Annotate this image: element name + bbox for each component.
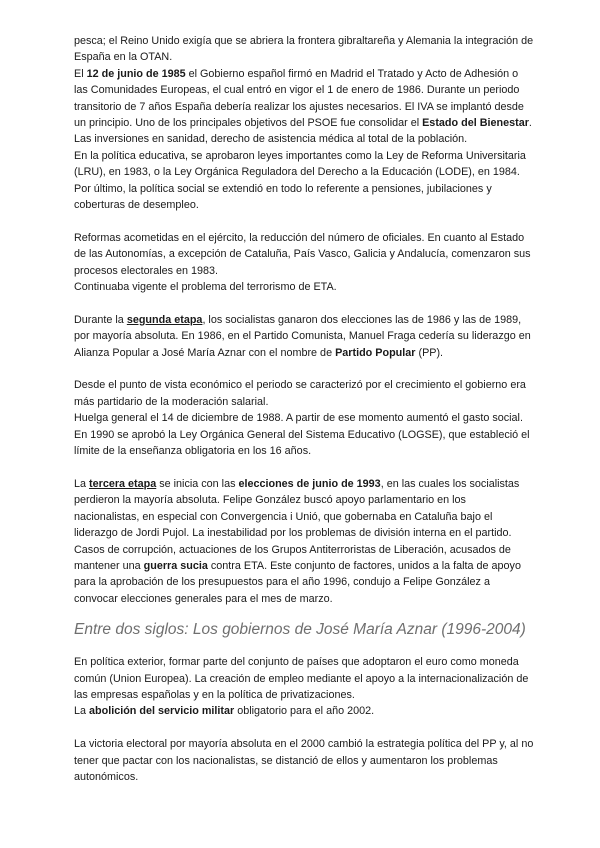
paragraph-servicio-militar — [74, 703, 534, 719]
bold-term: guerra sucia — [143, 559, 208, 572]
paragraph-reformas — [74, 230, 534, 279]
paragraph-adhesion — [74, 66, 534, 132]
text: Huelga general el 14 de diciembre de 1988. A partir de ese momento aumentó el gasto social. En 1990 se aprobó la Ley Orgánica General del Sistema Educativo (LOGSE), que estableció el límite de la enseñanza obligatoria en los 16 años. — [74, 412, 530, 458]
bold-term: abolición del servicio militar — [89, 705, 235, 718]
spacer — [74, 295, 534, 311]
text: , los socialistas ganaron dos elecciones las de 1986 y las de 1989, por mayoría absoluta. En 1986, en el Partido Comunista, Manuel Fraga cedería su liderazgo en Alianza Popular a José María Aznar con el nombre de — [74, 313, 531, 359]
paragraph-otan — [74, 33, 534, 66]
bold-date: 12 de junio de 1985 — [86, 67, 186, 80]
text: Continuaba vigente el problema del terrorismo de ETA. — [74, 281, 337, 294]
text: , en las cuales los socialistas perdieron la mayoría absoluta. Felipe González buscó apoyo parlamentario en los nacionalistas, en especial con Convergencia i Unió, que gobernaba en Cataluña bajo el liderazgo de Jordi Pujol. La inestabilidad por los problemas de división interna en el partido. Casos de corrupción, actuaciones de los Grupos Antiterroristas de Liberación, acusados de mantener una — [74, 477, 520, 572]
text: contra ETA. Este conjunto de factores, unidos a la falta de apoyo para la aprobación de los presupuestos para el año 1996, condujo a Felipe González a convocar elecciones generales para el mes de marzo. — [74, 559, 521, 605]
paragraph-tercera-etapa — [74, 476, 534, 607]
paragraph-eta — [74, 279, 534, 295]
text: (PP). — [415, 346, 444, 359]
spacer — [74, 361, 534, 377]
paragraph-politica-exterior — [74, 654, 534, 703]
spacer — [74, 720, 534, 736]
text: se inicia con las — [156, 477, 239, 490]
bold-term: Estado del Bienestar — [422, 117, 529, 130]
text: . — [528, 117, 532, 130]
paragraph-educacion — [74, 148, 534, 181]
paragraph-segunda-etapa — [74, 312, 534, 361]
text: Por último, la política social se extendió en todo lo referente a pensiones, jubilaciones y coberturas de desempleo. — [74, 182, 492, 212]
text: Las inversiones en sanidad, derecho de asistencia médica al total de la población. — [74, 133, 468, 146]
text: obligatorio para el año 2002. — [234, 705, 375, 718]
text: el Gobierno español firmó en Madrid el Tratado y Acto de Adhesión o las Comunidades Europeas, el cual entró en vigor el 1 de enero de 1986. Durante un periodo transitorio de 7 años España debería realizar los ajustes necesarios. El IVA se implantó desde un principio. Uno de los principales objetivos del PSOE fue consolidar el — [74, 67, 524, 130]
text: El — [74, 67, 87, 80]
text: Reformas acometidas en el ejército, la reducción del número de oficiales. En cuanto al Estado de las Autonomías, a excepción de Cataluña, País Vasco, Galicia y Andalucía, comenzaron sus procesos electorales en 1983. — [74, 231, 531, 277]
text: La — [74, 705, 90, 718]
text: Durante la — [74, 313, 127, 326]
bold-underlined-term: segunda etapa — [126, 313, 203, 326]
paragraph-huelga — [74, 410, 534, 459]
paragraph-sanidad — [74, 131, 534, 147]
section-heading: Entre dos siglos: Los gobiernos de José María Aznar (1996-2004) — [74, 621, 526, 639]
spacer — [74, 213, 534, 229]
bold-term: Partido Popular — [335, 346, 416, 359]
paragraph-victoria-2000 — [74, 736, 534, 785]
paragraph-economia — [74, 377, 534, 410]
text: La victoria electoral por mayoría absoluta en el 2000 cambió la estrategia política del PP y, al no tener que pactar con los nacionalistas, se distanció de ellos y aumentaron los problemas autonómicos. — [74, 738, 534, 783]
spacer — [74, 460, 534, 476]
bold-underlined-term: tercera etapa — [89, 477, 157, 490]
text: pesca; el Reino Unido exigía que se abriera la frontera gibraltareña y Alemania la integración de España en la OTAN. — [74, 35, 534, 64]
text: En la política educativa, se aprobaron leyes importantes como la Ley de Reforma Universitaria (LRU), en 1983, o la Ley Orgánica Reguladora del Derecho a la Educación (LODE), en 1984. — [74, 149, 526, 179]
text: Desde el punto de vista económico el periodo se caracterizó por el crecimiento el gobierno era más partidario de la moderación salarial. — [74, 379, 526, 408]
text: La — [74, 477, 90, 490]
text: En política exterior, formar parte del conjunto de países que adoptaron el euro como moneda común (Union Europea). La creación de empleo mediante el apoyo a la internacionalización de las empresas españolas y en la política de privatizaciones. — [74, 656, 529, 701]
paragraph-social — [74, 181, 534, 214]
bold-term: elecciones de junio de 1993 — [238, 477, 381, 490]
document-page — [74, 33, 534, 785]
